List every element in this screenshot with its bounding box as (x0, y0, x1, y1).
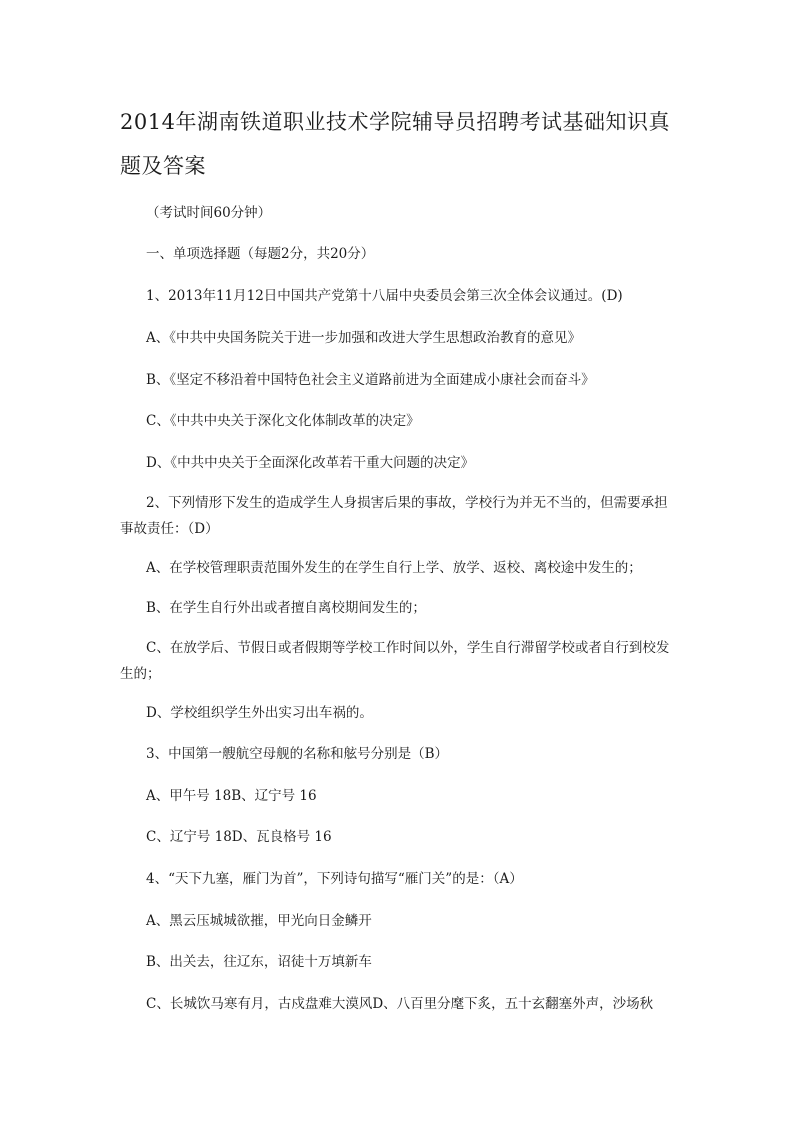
question-1-option-d: D、《中共中央关于全面深化改革若干重大问题的决定》 (146, 455, 475, 471)
question-1-option-a: A、《中共中央国务院关于进一步加强和改进大学生思想政治教育的意见》 (146, 330, 581, 346)
question-3-stem: 3、中国第一艘航空母舰的名称和舷号分别是（B） (146, 746, 449, 762)
question-2-option-b: B、在学生自行外出或者擅自离校期间发生的； (146, 600, 426, 616)
question-4-option-b: B、出关去，往辽东，诏徒十万填新车 (146, 954, 372, 970)
question-1-option-b: B、《坚定不移沿着中国特色社会主义道路前进为全面建成小康社会而奋斗》 (146, 372, 595, 388)
question-3-options-ab: A、甲午号 18B、辽宁号 16 (146, 788, 317, 804)
question-2-option-d: D、学校组织学生外出实习出车祸的。 (146, 705, 373, 721)
question-1-option-c: C、《中共中央关于深化文化体制改革的决定》 (146, 413, 420, 429)
question-1-stem: 1、2013年11月12日中国共产党第十八届中央委员会第三次全体会议通过。(D) (146, 288, 623, 304)
question-4-stem: 4、“天下九塞，雁门为首”，下列诗句描写“雁门关”的是：（A） (146, 871, 523, 887)
question-2-option-a: A、在学校管理职责范围外发生的在学生自行上学、放学、返校、离校途中发生的； (146, 560, 642, 576)
section-heading: 一、单项选择题（每题2分，共20分） (146, 246, 375, 262)
question-4-options-cd: C、长城饮马寒有月，古戍盘难大漠风D、八百里分麾下炙，五十玄翻塞外声，沙场秋 (146, 996, 654, 1012)
question-3-options-cd: C、辽宁号 18D、瓦良格号 16 (146, 829, 332, 845)
question-2-stem: 2、下列情形下发生的造成学生人身损害后果的事故，学校行为并无不当的，但需要承担事故责任：（D） (120, 495, 668, 537)
question-4-option-a: A、黑云压城城欲摧，甲光向日金鳞开 (146, 913, 372, 929)
exam-time-note: （考试时间60分钟） (146, 205, 272, 221)
question-2-option-c: C、在放学后、节假日或者假期等学校工作时间以外，学生自行滞留学校或者自行到校发生的； (120, 640, 670, 682)
document-title: 2014年湖南铁道职业技术学院辅导员招聘考试基础知识真题及答案 (120, 110, 670, 178)
